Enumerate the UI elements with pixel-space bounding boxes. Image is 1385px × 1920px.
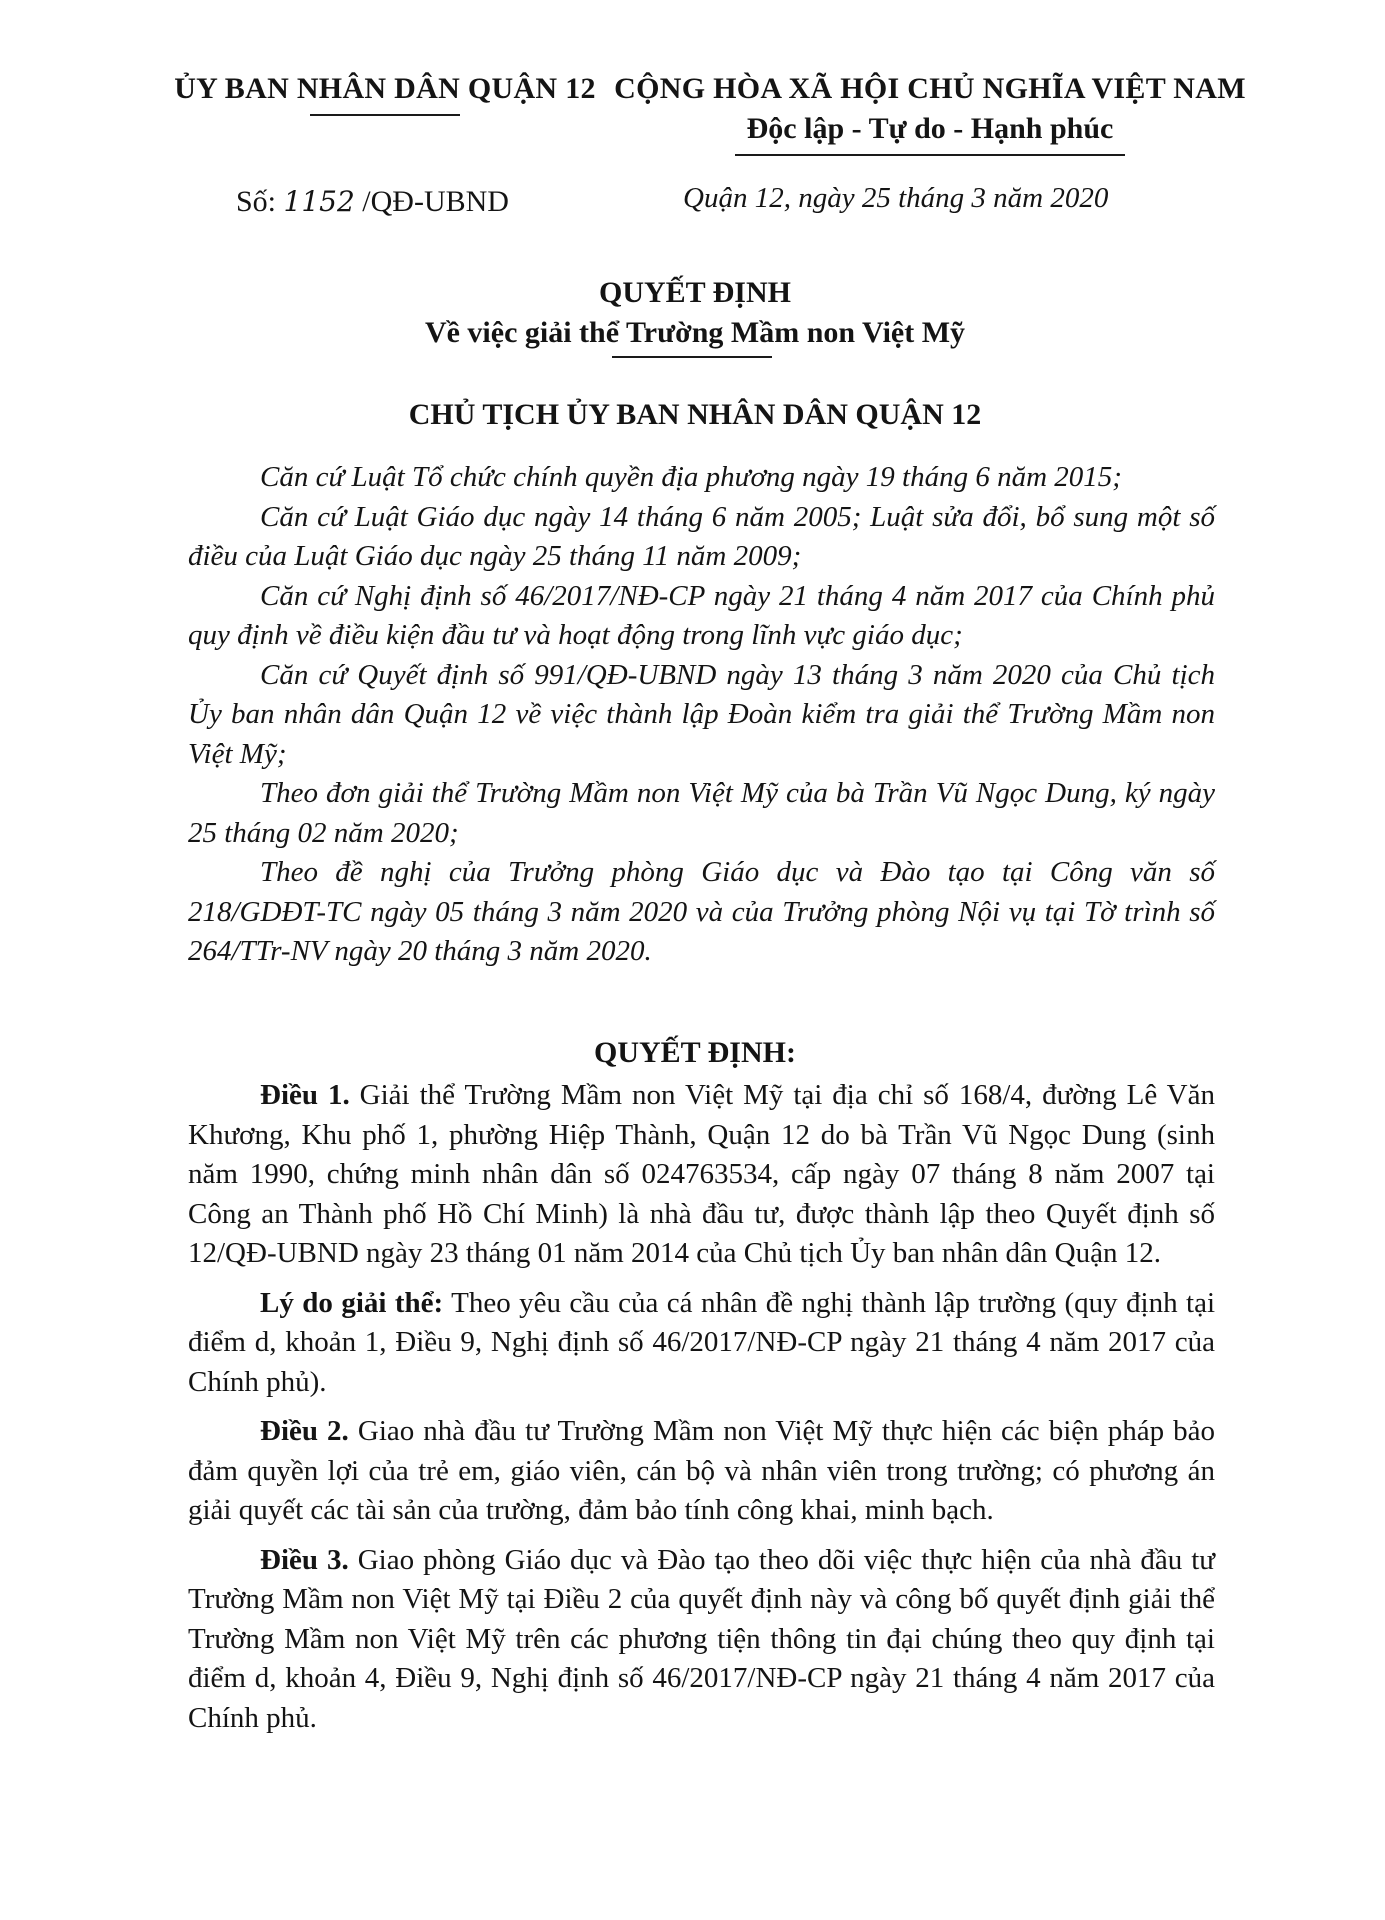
handwritten-number: 1152 (283, 185, 355, 218)
preamble-item: Theo đơn giải thể Trường Mầm non Việt Mỹ của bà Trần Vũ Ngọc Dung, ký ngày 25 tháng 02 năm 2020; (188, 777, 1215, 849)
document-subject: Về việc giải thể Trường Mầm non Việt Mỹ (424, 316, 966, 349)
dissolution-reason (188, 1284, 1215, 1403)
preamble (188, 458, 1215, 972)
preamble-item: Căn cứ Nghị định số 46/2017/NĐ-CP ngày 21 tháng 4 năm 2017 của Chính phủ quy định về điều kiện đầu tư và hoạt động trong lĩnh vực giáo dục; (188, 579, 1215, 651)
article-text: Giao phòng Giáo dục và Đào tạo theo dõi việc thực hiện của nhà đầu tư Trường Mầm non Việt Mỹ tại Điều 2 của quyết định này và công bố quyết định giải thể Trường Mầm non Việt Mỹ trên các phương tiện thông tin đại chúng theo quy định tại điểm d, khoản 4, Điều 9, Nghị định số 46/2017/NĐ-CP ngày 21 tháng 4 năm 2017 của Chính phủ. (188, 1543, 1215, 1734)
article-text: Giải thể Trường Mầm non Việt Mỹ tại địa chỉ số 168/4, đường Lê Văn Khương, Khu phố 1, phường Hiệp Thành, Quận 12 do bà Trần Vũ Ngọc Dung (sinh năm 1990, chứng minh nhân dân số 024763534, cấp ngày 07 tháng 8 năm 2007 tại Công an Thành phố Hồ Chí Minh) là nhà đầu tư, được thành lập theo Quyết định số 12/QĐ-UBND ngày 23 tháng 01 năm 2014 của Chủ tịch Ủy ban nhân dân Quận 12. (188, 1079, 1215, 1269)
article-3 (188, 1541, 1215, 1739)
document-number (236, 185, 509, 219)
motto-underline (735, 154, 1125, 156)
issuing-authority: ỦY BAN NHÂN DÂN QUẬN 12 (174, 72, 596, 105)
article-label: Điều 1. (260, 1079, 350, 1111)
preamble-item: Theo đề nghị của Trưởng phòng Giáo dục và Đào tạo tại Công văn số 218/GDĐT-TC ngày 05 tháng 3 năm 2020 và của Trưởng phòng Nội vụ tại Tờ trình số 264/TTr-NV ngày 20 tháng 3 năm 2020. (188, 856, 1215, 967)
date-suffix: tháng 3 năm 2020 (890, 182, 1109, 214)
article-label: Điều 2. (260, 1415, 349, 1447)
signing-authority: CHỦ TỊCH ỦY BAN NHÂN DÂN QUẬN 12 (408, 398, 982, 431)
preamble-item: Căn cứ Luật Tổ chức chính quyền địa phương ngày 19 tháng 6 năm 2015; (260, 461, 1122, 493)
article-text: Theo yêu cầu của cá nhân đề nghị thành lập trường (quy định tại điểm d, khoản 1, Điều 9, Nghị định số 46/2017/NĐ-CP ngày 21 tháng 4 năm 2017 của Chính phủ). (188, 1286, 1216, 1398)
article-text: Giao nhà đầu tư Trường Mầm non Việt Mỹ thực hiện các biện pháp bảo đảm quyền lợi của trẻ em, giáo viên, cán bộ và nhân viên trong trường; có phương án giải quyết các tài sản của trường, đảm bảo tính công khai, minh bạch. (188, 1415, 1216, 1526)
national-motto: Độc lập - Tự do - Hạnh phúc (746, 112, 1114, 145)
number-prefix: Số: (236, 185, 284, 218)
document-date (683, 182, 1108, 215)
article-label: Lý do giải thể: (260, 1286, 444, 1319)
preamble-item: Căn cứ Quyết định số 991/QĐ-UBND ngày 13 tháng 3 năm 2020 của Chủ tịch Ủy ban nhân dân Quận 12 về việc thành lập Đoàn kiểm tra giải thể Trường Mầm non Việt Mỹ; (188, 658, 1215, 770)
subject-underline (612, 356, 772, 358)
articles (188, 1076, 1215, 1738)
national-title: CỘNG HÒA XÃ HỘI CHỦ NGHĨA VIỆT NAM (614, 72, 1246, 105)
national-title-block (600, 72, 1260, 156)
handwritten-day: 25 (861, 182, 891, 214)
date-prefix: Quận 12, ngày (683, 182, 862, 214)
number-suffix: /QĐ-UBND (354, 185, 509, 218)
decision-heading: QUYẾT ĐỊNH: (594, 1036, 796, 1069)
document-type: QUYẾT ĐỊNH (599, 276, 791, 309)
authority-underline (310, 114, 460, 116)
article-1 (188, 1076, 1215, 1274)
article-2 (188, 1412, 1215, 1531)
article-label: Điều 3. (260, 1543, 349, 1576)
issuing-authority-block (160, 72, 610, 116)
preamble-item: Căn cứ Luật Giáo dục ngày 14 tháng 6 năm 2005; Luật sửa đổi, bổ sung một số điều của Luật Giáo dục ngày 25 tháng 11 năm 2009; (188, 500, 1215, 572)
